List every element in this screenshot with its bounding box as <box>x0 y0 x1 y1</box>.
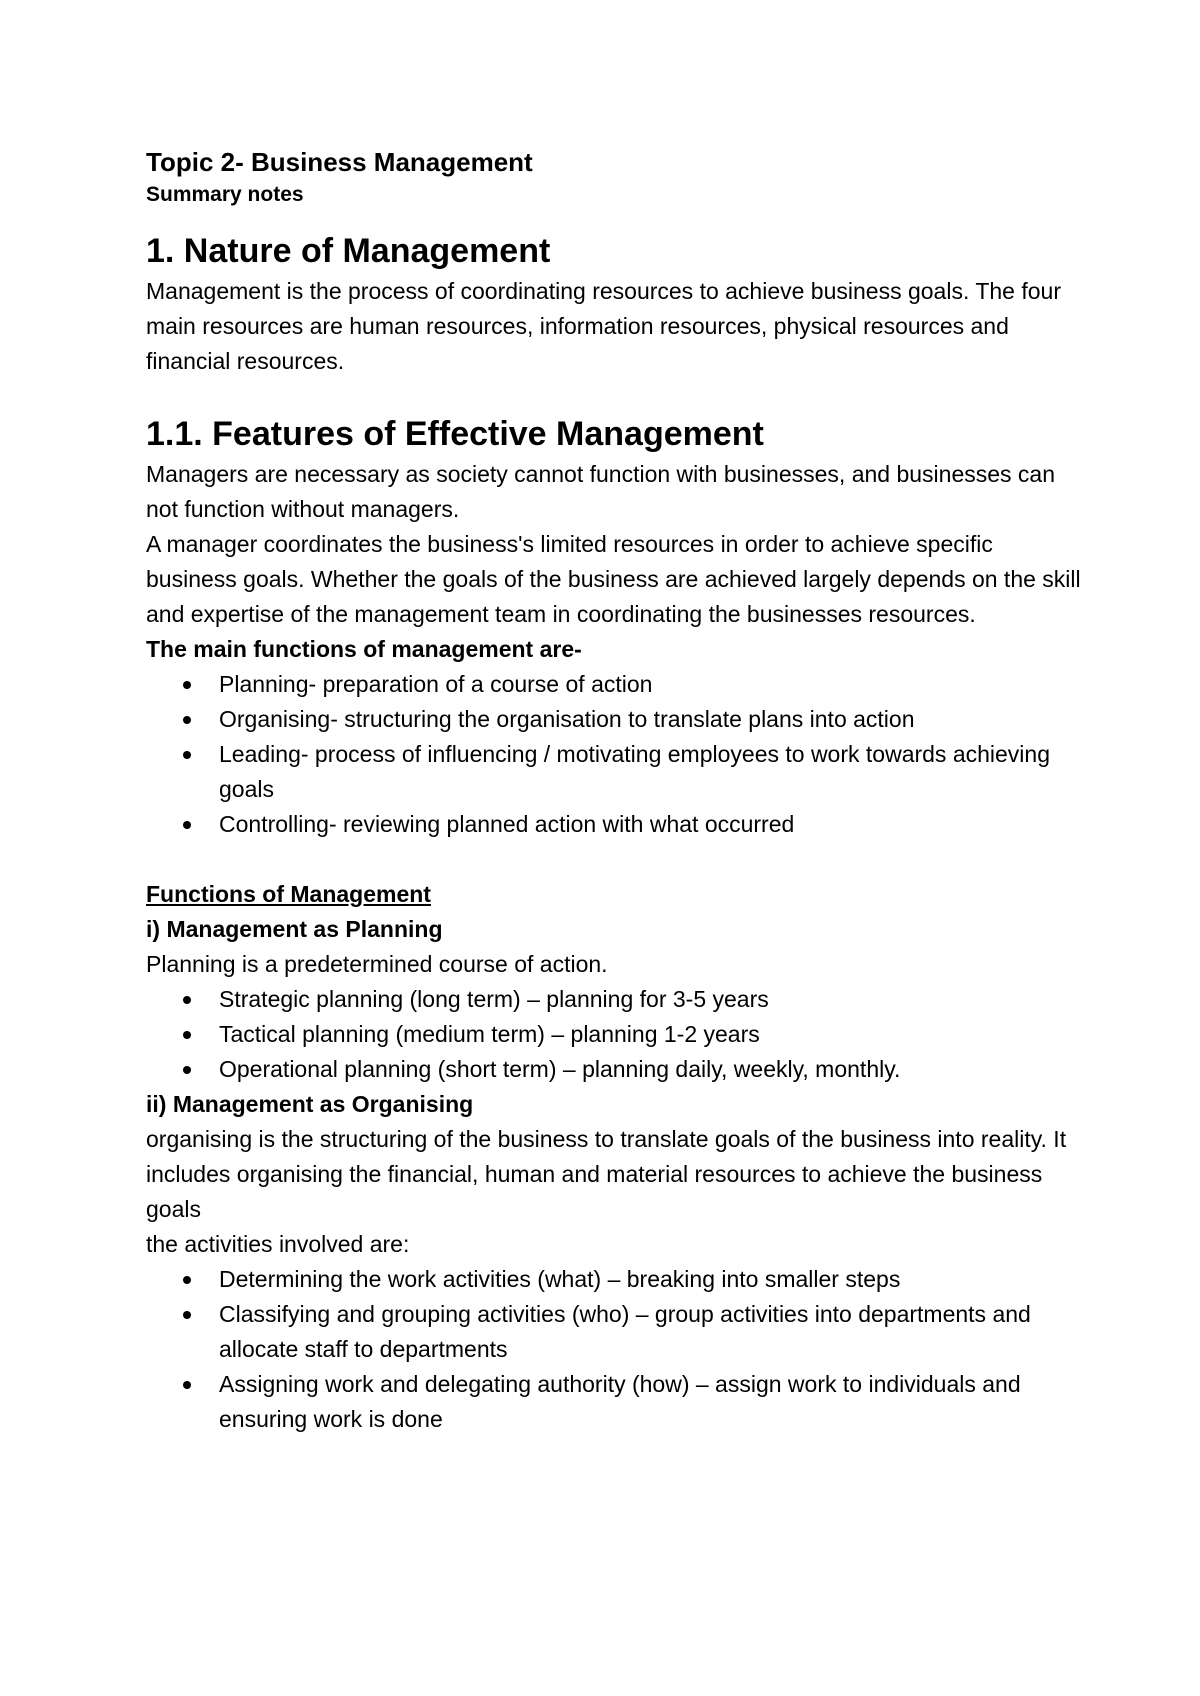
main-functions-heading: The main functions of management are- <box>146 636 582 662</box>
planning-intro: Planning is a predetermined course of action. <box>146 951 608 977</box>
list-item <box>219 982 1086 1017</box>
section-heading-nature-of-management: 1. Nature of Management <box>146 232 551 270</box>
list-item <box>219 1052 1086 1087</box>
features-paragraph-2: A manager coordinates the business's limited resources in order to achieve specific business goals. Whether the goals of the business are achieved largely depends on the skill and expertise of the management team in coordinating the businesses resources. <box>146 531 1081 627</box>
document-title: Topic 2- Business Management <box>146 147 533 177</box>
list-item <box>219 737 1086 807</box>
list-item <box>219 667 1086 702</box>
list-item <box>219 1297 1086 1367</box>
organising-heading: ii) Management as Organising <box>146 1091 474 1117</box>
bullet-icon <box>183 1031 191 1039</box>
list-item-text: Operational planning (short term) – planning daily, weekly, monthly. <box>219 1056 901 1082</box>
planning-list <box>146 982 1086 1087</box>
bullet-icon <box>183 996 191 1004</box>
list-item <box>219 1017 1086 1052</box>
document-page <box>146 144 1086 1437</box>
list-item <box>219 1262 1086 1297</box>
list-item-text: Assigning work and delegating authority (how) – assign work to individuals and ensuring work is done <box>219 1371 1021 1432</box>
list-item-text: Classifying and grouping activities (who) – group activities into departments and allocate staff to departments <box>219 1301 1031 1362</box>
list-item <box>219 807 1086 842</box>
list-item-text: Strategic planning (long term) – planning for 3-5 years <box>219 986 769 1012</box>
organising-intro: organising is the structuring of the business to translate goals of the business into reality. It includes organising the financial, human and material resources to achieve the business goals <box>146 1126 1067 1222</box>
list-item-text: Leading- process of influencing / motivating employees to work towards achieving goals <box>219 741 1050 802</box>
organising-list <box>146 1262 1086 1437</box>
list-item-text: Determining the work activities (what) – breaking into smaller steps <box>219 1266 901 1292</box>
bullet-icon <box>183 1381 191 1389</box>
bullet-icon <box>183 681 191 689</box>
list-item-text: Planning- preparation of a course of action <box>219 671 653 697</box>
features-paragraph-1: Managers are necessary as society cannot function with businesses, and businesses can not function without managers. <box>146 461 1056 522</box>
list-item-text: Controlling- reviewing planned action with what occurred <box>219 811 795 837</box>
bullet-icon <box>183 751 191 759</box>
organising-activities-intro: the activities involved are: <box>146 1231 410 1257</box>
list-item <box>219 1367 1086 1437</box>
bullet-icon <box>183 1276 191 1284</box>
section-heading-features-of-effective-management: 1.1. Features of Effective Management <box>146 415 764 453</box>
list-item-text: Organising- structuring the organisation to translate plans into action <box>219 706 915 732</box>
planning-heading: i) Management as Planning <box>146 916 443 942</box>
bullet-icon <box>183 716 191 724</box>
main-functions-list <box>146 667 1086 842</box>
bullet-icon <box>183 1311 191 1319</box>
list-item <box>219 702 1086 737</box>
functions-of-management-heading: Functions of Management <box>146 881 431 907</box>
nature-of-management-paragraph: Management is the process of coordinating resources to achieve business goals. The four main resources are human resources, information resources, physical resources and financial resources. <box>146 278 1061 374</box>
bullet-icon <box>183 821 191 829</box>
bullet-icon <box>183 1066 191 1074</box>
document-subtitle: Summary notes <box>146 183 304 206</box>
list-item-text: Tactical planning (medium term) – planning 1-2 years <box>219 1021 760 1047</box>
